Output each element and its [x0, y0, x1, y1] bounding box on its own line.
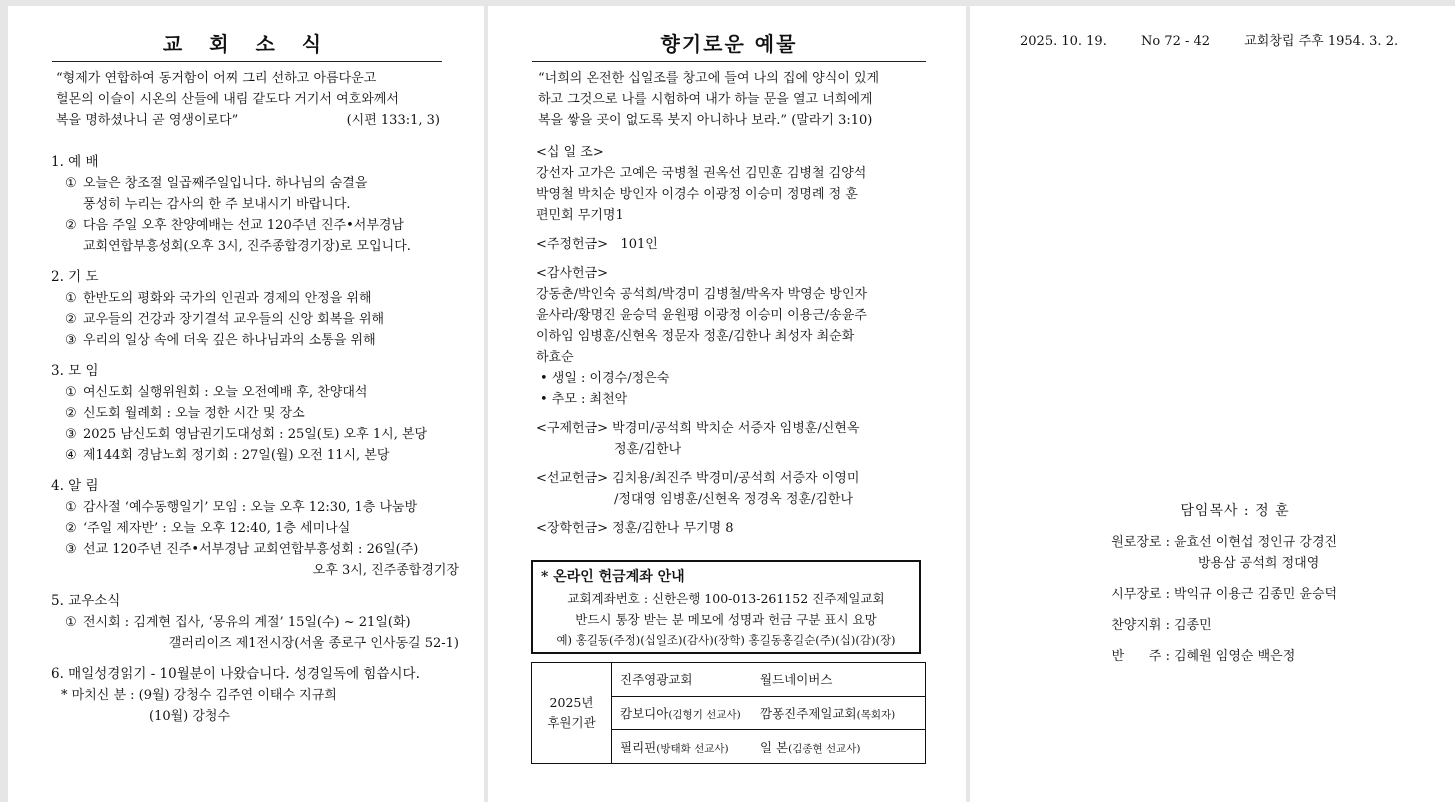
list-item: ④ 제144회 경남노회 정기회 : 27일(월) 오전 11시, 본당 [65, 448, 390, 463]
senior-pastor: 담임목사 : 정 훈 [1180, 503, 1290, 519]
section-heading: 2. 기 도 [51, 269, 99, 285]
names-line: 이하임 임병훈/신현옥 정문자 정훈/김한나 최성자 최순화 [536, 329, 855, 344]
offering-list [536, 142, 936, 547]
thanks-group [536, 263, 936, 410]
names-line: 정훈/김한나 [614, 442, 682, 457]
tithe-group [536, 142, 936, 226]
list-item: ① 오늘은 창조절 일곱째주일입니다. 하나님의 숨결을 [65, 176, 368, 191]
memo-instruction: 반드시 통장 받는 분 메모에 성명과 헌금 구분 표시 요망 [575, 612, 877, 627]
weekly-group [536, 234, 936, 255]
notice-section [51, 476, 461, 581]
list-item: ③ 우리의 일상 속에 더욱 깊은 하나님과의 소통을 위해 [65, 333, 376, 348]
sponsor-cell: 필리핀(방태화 선교사) 일 본(김종현 선교사) [612, 730, 926, 764]
quote-line: 복을 쌓을 곳이 없도록 붓지 아니하나 보라.” (말라기 3:10) [538, 113, 873, 128]
worship-section [51, 152, 461, 257]
account-line: 교회계좌번호 : 신한은행 100-013-261152 진주제일교회 [567, 591, 885, 606]
sponsor-cell: 캄보디아(김형기 선교사) 깜퐁진주제일교회(목회자) [612, 696, 926, 730]
prayer-section [51, 267, 461, 351]
list-item-cont: 갤러리이즈 제1전시장(서울 종로구 인사동길 52-1) [168, 636, 459, 651]
quote-line: 복을 명하셨나니 곧 영생이로다” [56, 113, 239, 128]
list-item: ② 신도회 월례회 : 오늘 정한 시간 및 장소 [65, 406, 305, 421]
table-row [532, 663, 926, 697]
memorial-line: • 추모 : 최천악 [540, 392, 628, 407]
birthday-line: • 생일 : 이경수/정은숙 [540, 371, 670, 386]
bulletin-date: 2025. 10. 19. [1020, 34, 1107, 49]
quote-reference: (시편 133:1, 3) [346, 113, 440, 128]
offering-panel [488, 6, 966, 802]
sponsor-year: 2025년 [549, 695, 594, 710]
group-label: <주정헌금> [536, 237, 609, 252]
bulletin-number: No 72 - 42 [1140, 34, 1211, 49]
staff-row [1070, 532, 1400, 574]
staff-row [1070, 646, 1400, 667]
section-heading: 6. 매일성경읽기 - 10월분이 나왔습니다. 성경일독에 힘씁시다. [51, 666, 420, 682]
quote-line: 헐몬의 이슬이 시온의 산들에 내림 같도다 거기서 여호와께서 [56, 92, 399, 107]
staff-names: 김종민 [1174, 618, 1212, 633]
quote-line: “너희의 온전한 십일조를 창고에 들여 나의 집에 양식이 있게 [538, 71, 880, 86]
names-line: 윤사라/황명진 윤승덕 윤원평 이광정 이승미 이용근/송윤주 [536, 308, 867, 323]
quote-line: “형제가 연합하여 동거함이 어찌 그리 선하고 아름다운고 [56, 71, 377, 86]
group-label: <감사헌금> [536, 266, 609, 281]
staff-names: 김혜원 임영순 백은정 [1174, 649, 1296, 664]
names-line: 편민회 무기명1 [536, 208, 624, 223]
section-heading: 5. 교우소식 [51, 593, 121, 609]
list-item: ① 전시회 : 김계현 집사, ‘몽유의 계절’ 15일(수) ~ 21일(화) [65, 615, 411, 630]
staff-row [1070, 615, 1400, 636]
weekly-count: 101인 [620, 237, 658, 252]
section-heading: 3. 모 임 [51, 363, 99, 379]
staff-label: 시무장로 : [1111, 587, 1170, 602]
finished-readers: * 마치신 분 : (9월) 강청수 김주연 이태수 지규희 [61, 688, 337, 703]
church-news-title: 교 회 소 식 [52, 28, 442, 62]
names-line: 김치용/최진주 박경미/공석희 서증자 이영미 [612, 471, 860, 486]
list-item-cont: 풍성히 누리는 감사의 한 주 보내시기 바랍니다. [83, 197, 351, 212]
staff-label: 찬양지휘 : [1111, 618, 1170, 633]
bible-section [51, 664, 461, 727]
staff-names: 방용삼 공석희 정대영 [1198, 556, 1320, 571]
list-item: ① 감사절 ‘예수동행일기’ 모임 : 오늘 오후 12:30, 1층 나눔방 [65, 500, 418, 515]
list-item: ② 다음 주일 오후 찬양예배는 선교 120주년 진주•서부경남 [65, 218, 404, 233]
staff-list [1070, 500, 1400, 677]
psalm-quote [56, 68, 448, 131]
section-heading: 4. 알 림 [51, 478, 99, 494]
sponsor-year-cell [532, 663, 612, 764]
sponsor-table [531, 662, 926, 764]
names-line: 강동춘/박인숙 공석희/박경미 김병철/박옥자 박영순 방인자 [536, 287, 868, 302]
list-item: ① 한반도의 평화와 국가의 인권과 경제의 안정을 위해 [65, 291, 372, 306]
offering-title: 향기로운 예물 [532, 28, 926, 62]
mission-group [536, 468, 936, 510]
malachi-quote [538, 68, 928, 131]
finished-readers-oct: (10월) 강청수 [149, 709, 231, 724]
staff-names: 윤효선 이현섭 정인규 강경진 [1174, 535, 1338, 550]
names-line: /정대영 임병훈/신현옥 정경옥 정훈/김한나 [614, 492, 854, 507]
group-label: <선교헌금> [536, 471, 609, 486]
sponsor-cell: 진주영광교회 월드네이버스 [612, 663, 926, 697]
members-section [51, 591, 461, 654]
names-line: 하효순 [536, 350, 574, 365]
list-item: ③ 2025 남신도회 영남권기도대성회 : 25일(토) 오후 1시, 본당 [65, 427, 428, 442]
relief-group [536, 418, 936, 460]
section-heading: 1. 예 배 [51, 154, 99, 170]
cover-panel [970, 6, 1455, 802]
meeting-section [51, 361, 461, 466]
staff-row [1070, 584, 1400, 605]
names-line: 정훈/김한나 무기명 8 [612, 521, 734, 536]
list-item: ② 교우들의 건강과 장기결석 교우들의 신앙 회복을 위해 [65, 312, 385, 327]
church-founded: 교회창립 주후 1954. 3. 2. [1244, 34, 1399, 49]
news-sections [51, 152, 461, 737]
group-label: <구제헌금> [536, 421, 609, 436]
names-line: 박경미/공석희 박치순 서증자 임병훈/신현옥 [612, 421, 860, 436]
bulletin-header [1020, 30, 1440, 49]
list-item-cont: 오후 3시, 진주종합경기장 [312, 563, 459, 578]
church-news-panel [8, 6, 484, 802]
memo-example: 예) 홍길동(주정)(십일조)(감사)(장학) 홍길동홍길순(주)(십)(감)(장) [556, 633, 896, 647]
online-offering-box [531, 560, 921, 654]
names-line: 박영철 박치순 방인자 이경수 이광정 이승미 정명례 정 훈 [536, 187, 858, 202]
quote-line: 하고 그것으로 나를 시험하여 내가 하늘 문을 열고 너희에게 [538, 92, 873, 107]
staff-label: 원로장로 : [1111, 535, 1170, 550]
names-line: 강선자 고가은 고예은 국병철 권옥선 김민훈 김병철 김양석 [536, 166, 867, 181]
staff-names: 박익규 이용근 김종민 윤승덕 [1174, 587, 1338, 602]
scholarship-group [536, 518, 936, 539]
group-label: <장학헌금> [536, 521, 609, 536]
group-label: <십 일 조> [536, 145, 604, 160]
list-item-cont: 교회연합부흥성회(오후 3시, 진주종합경기장)로 모입니다. [83, 239, 411, 254]
list-item: ③ 선교 120주년 진주•서부경남 교회연합부흥성회 : 26일(주) [65, 542, 419, 557]
sponsor-org-label: 후원기관 [547, 715, 596, 730]
staff-label: 반 주 : [1111, 649, 1170, 664]
online-heading: * 온라인 헌금계좌 안내 [541, 569, 685, 585]
list-item: ② ‘주일 제자반’ : 오늘 오후 12:40, 1층 세미나실 [65, 521, 351, 536]
list-item: ① 여신도회 실행위원회 : 오늘 오전예배 후, 찬양대석 [65, 385, 368, 400]
